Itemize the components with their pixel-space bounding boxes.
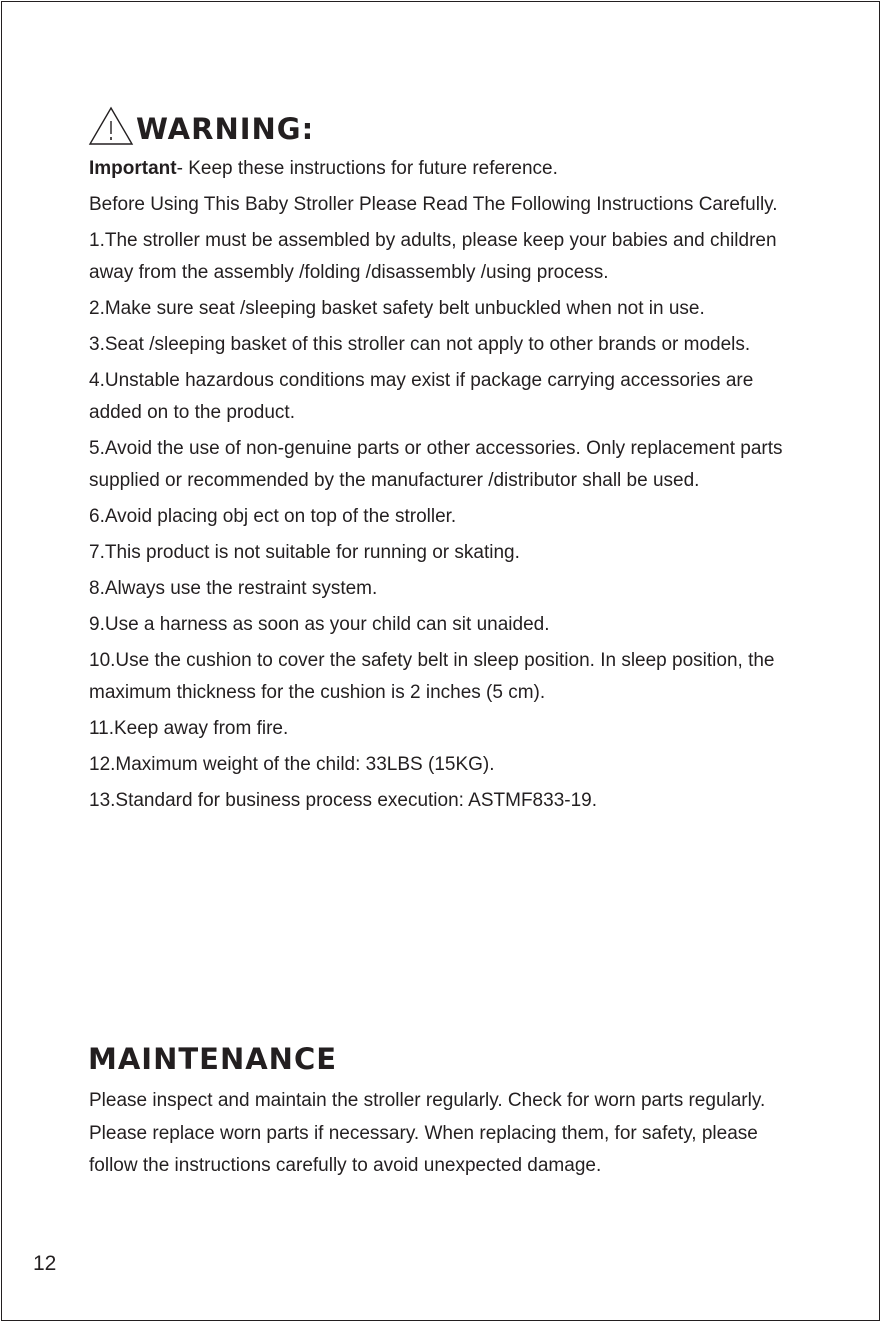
instruction-item-1: 1.The stroller must be assembled by adults, please keep your babies and children away from the assembly /folding /disassembly /using process. [89, 230, 777, 283]
instruction-item-13: 13.Standard for business process execution: ASTMF833-19. [89, 790, 597, 811]
page-number: 12 [33, 1252, 57, 1275]
maintenance-title: MAINTENANCE [88, 1042, 338, 1076]
instruction-item-12: 12.Maximum weight of the child: 33LBS (15KG). [89, 754, 495, 775]
important-text: - Keep these instructions for future reference. [176, 158, 558, 179]
instruction-item-11: 11.Keep away from fire. [89, 718, 289, 739]
instruction-item-3: 3.Seat /sleeping basket of this stroller can not apply to other brands or models. [89, 334, 751, 355]
important-label: Important [89, 158, 177, 179]
instruction-item-7: 7.This product is not suitable for running or skating. [89, 542, 520, 563]
instruction-item-5: 5.Avoid the use of non-genuine parts or other accessories. Only replacement parts supplied or recommended by the manufacturer /distributor shall be used. [89, 438, 783, 491]
instruction-item-8: 8.Always use the restraint system. [89, 578, 378, 599]
maintenance-paragraph: Please inspect and maintain the stroller regularly. Check for worn parts regularly. Please replace worn parts if necessary. When replacing them, for safety, please follow the instructions carefully to avoid unexpected damage. [89, 1090, 766, 1176]
instruction-item-6: 6.Avoid placing obj ect on top of the stroller. [89, 506, 457, 527]
warning-heading [88, 106, 314, 146]
important-note [89, 153, 809, 185]
instruction-item-4: 4.Unstable hazardous conditions may exist if package carrying accessories are added on to the product. [89, 370, 754, 423]
warning-triangle-icon [88, 106, 134, 146]
instruction-item-10: 10.Use the cushion to cover the safety belt in sleep position. In sleep position, the maximum thickness for the cushion is 2 inches (5 cm). [89, 650, 775, 703]
instruction-item-2: 2.Make sure seat /sleeping basket safety belt unbuckled when not in use. [89, 298, 705, 319]
instruction-item-9: 9.Use a harness as soon as your child can sit unaided. [89, 614, 550, 635]
warning-title: WARNING: [136, 112, 315, 146]
instructions-body [89, 153, 809, 817]
intro-paragraph: Before Using This Baby Stroller Please Read The Following Instructions Carefully. [89, 194, 778, 215]
